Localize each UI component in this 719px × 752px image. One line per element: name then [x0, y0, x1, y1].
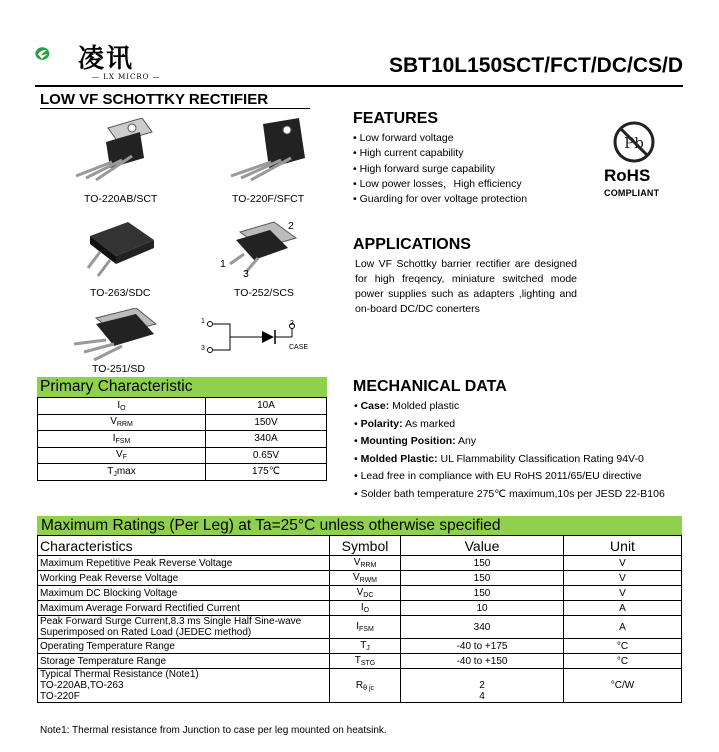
package-label-to263: TO-263/SDC: [90, 287, 151, 299]
table-row: Maximum DC Blocking Voltage $V_{DC}$ 150 V: [38, 586, 682, 601]
pin-label-1: 1: [220, 258, 226, 270]
package-label-to252: TO-252/SCS: [234, 287, 294, 299]
feature-item: • Low forward voltage: [353, 131, 527, 146]
mech-item: • Molded Plastic: UL Flammability Classification Rating 94V-0: [354, 451, 665, 469]
to220ab-package-icon: [70, 118, 170, 190]
doc-subtitle: LOW VF SCHOTTKY RECTIFIER: [40, 91, 269, 108]
features-title: FEATURES: [353, 110, 439, 127]
table-row: $T_J\max$ 175℃: [38, 464, 327, 481]
mechanical-title: MECHANICAL DATA: [353, 378, 507, 395]
mech-item: • Case: Molded plastic: [354, 398, 665, 416]
feature-item: • High current capability: [353, 146, 527, 161]
table-row: Peak Forward Surge Current,8.3 ms Single Half Sine-wave Superimposed on Rated Load (JEDEC method) $I_{FSM}$ 340 A: [38, 616, 682, 639]
part-number: SBT10L150SCT/FCT/DC/CS/D: [388, 54, 683, 77]
table-row: Storage Temperature Range $T_{STG}$ -40 to +150 °C: [38, 654, 682, 669]
to252-package-icon: [218, 218, 308, 280]
lx-micro-logo-icon: [35, 34, 77, 76]
pin-label-2: 2: [288, 220, 294, 232]
table-row: Maximum Average Forward Rectified Current $I_O$ 10 A: [38, 601, 682, 616]
logo-chinese-text: 凌讯: [78, 44, 135, 74]
mech-item: • Mounting Position: Any: [354, 433, 665, 451]
header-rule: [35, 85, 683, 87]
feature-item: • Low power losses，High efficiency: [353, 177, 527, 192]
applications-title: APPLICATIONS: [353, 236, 471, 253]
table-row: Maximum Repetitive Peak Reverse Voltage $V_{RRM}$ 150 V: [38, 556, 682, 571]
to220f-package-icon: [225, 118, 325, 190]
pin-label-3: 3: [243, 268, 249, 280]
pb-text: Pb: [624, 134, 644, 152]
table-row: $V_F$ 0.65V: [38, 447, 327, 464]
package-label-to220f: TO-220F/SFCT: [232, 193, 305, 205]
table-row: Working Peak Reverse Voltage $V_{RWM}$ 150 V: [38, 571, 682, 586]
lead-free-pb-icon: [612, 120, 656, 164]
schematic-pin-3: 3: [201, 345, 205, 352]
mech-item: • Polarity: As marked: [354, 416, 665, 434]
max-ratings-title: Maximum Ratings (Per Leg) at Ta=25°C unless otherwise specified: [37, 516, 682, 535]
table-row: $I_O$ 10A: [38, 398, 327, 415]
mechanical-list: [354, 398, 665, 504]
mech-item: • Lead free in compliance with EU RoHS 2011/65/EU directive: [354, 468, 665, 486]
table-row: $V_{RRM}$ 150V: [38, 414, 327, 431]
table-header-row: Characteristics Symbol Value Unit: [38, 536, 682, 556]
to263-package-icon: [80, 218, 160, 282]
logo-subtext: — LX MICRO —: [92, 73, 161, 81]
table-note: Note1: Thermal resistance from Junction to case per leg mounted on heatsink.: [40, 725, 387, 736]
applications-text: Low VF Schottky barrier rectifier are designed for high freqency, miniature switched mode power supplies such as adapters ,lighting and on-board DC/DC conerters: [355, 258, 577, 315]
primary-characteristic-table: [37, 397, 327, 481]
rohs-compliant: COMPLIANT: [604, 188, 660, 198]
package-label-to220ab: TO-220AB/SCT: [84, 193, 158, 205]
table-row: Operating Temperature Range $T_J$ -40 to +175 °C: [38, 639, 682, 654]
to251-package-icon: [70, 308, 166, 364]
schematic-case-label: CASE: [289, 344, 309, 351]
schematic-pin-2: 2: [290, 320, 294, 327]
package-label-to251: TO-251/SD: [92, 363, 145, 375]
primary-characteristic-title: Primary Characteristic: [37, 377, 327, 397]
feature-item: • High forward surge capability: [353, 162, 527, 177]
features-list: [353, 131, 527, 207]
mech-item: • Solder bath temperature 275℃ maximum,10s per JESD 22-B106: [354, 486, 665, 504]
rohs-label: RoHS: [604, 166, 651, 185]
feature-item: • Guarding for over voltage protection: [353, 192, 527, 207]
table-row: $I_{FSM}$ 340A: [38, 431, 327, 448]
schematic-pin-1: 1: [201, 318, 205, 325]
max-ratings-table: [37, 535, 682, 703]
subtitle-underline: [40, 108, 310, 109]
table-row-thermal: Typical Thermal Resistance (Note1) TO-220AB,TO-263 TO-220F $R_{\theta jc}$ 2 4 °C/W: [38, 669, 682, 703]
